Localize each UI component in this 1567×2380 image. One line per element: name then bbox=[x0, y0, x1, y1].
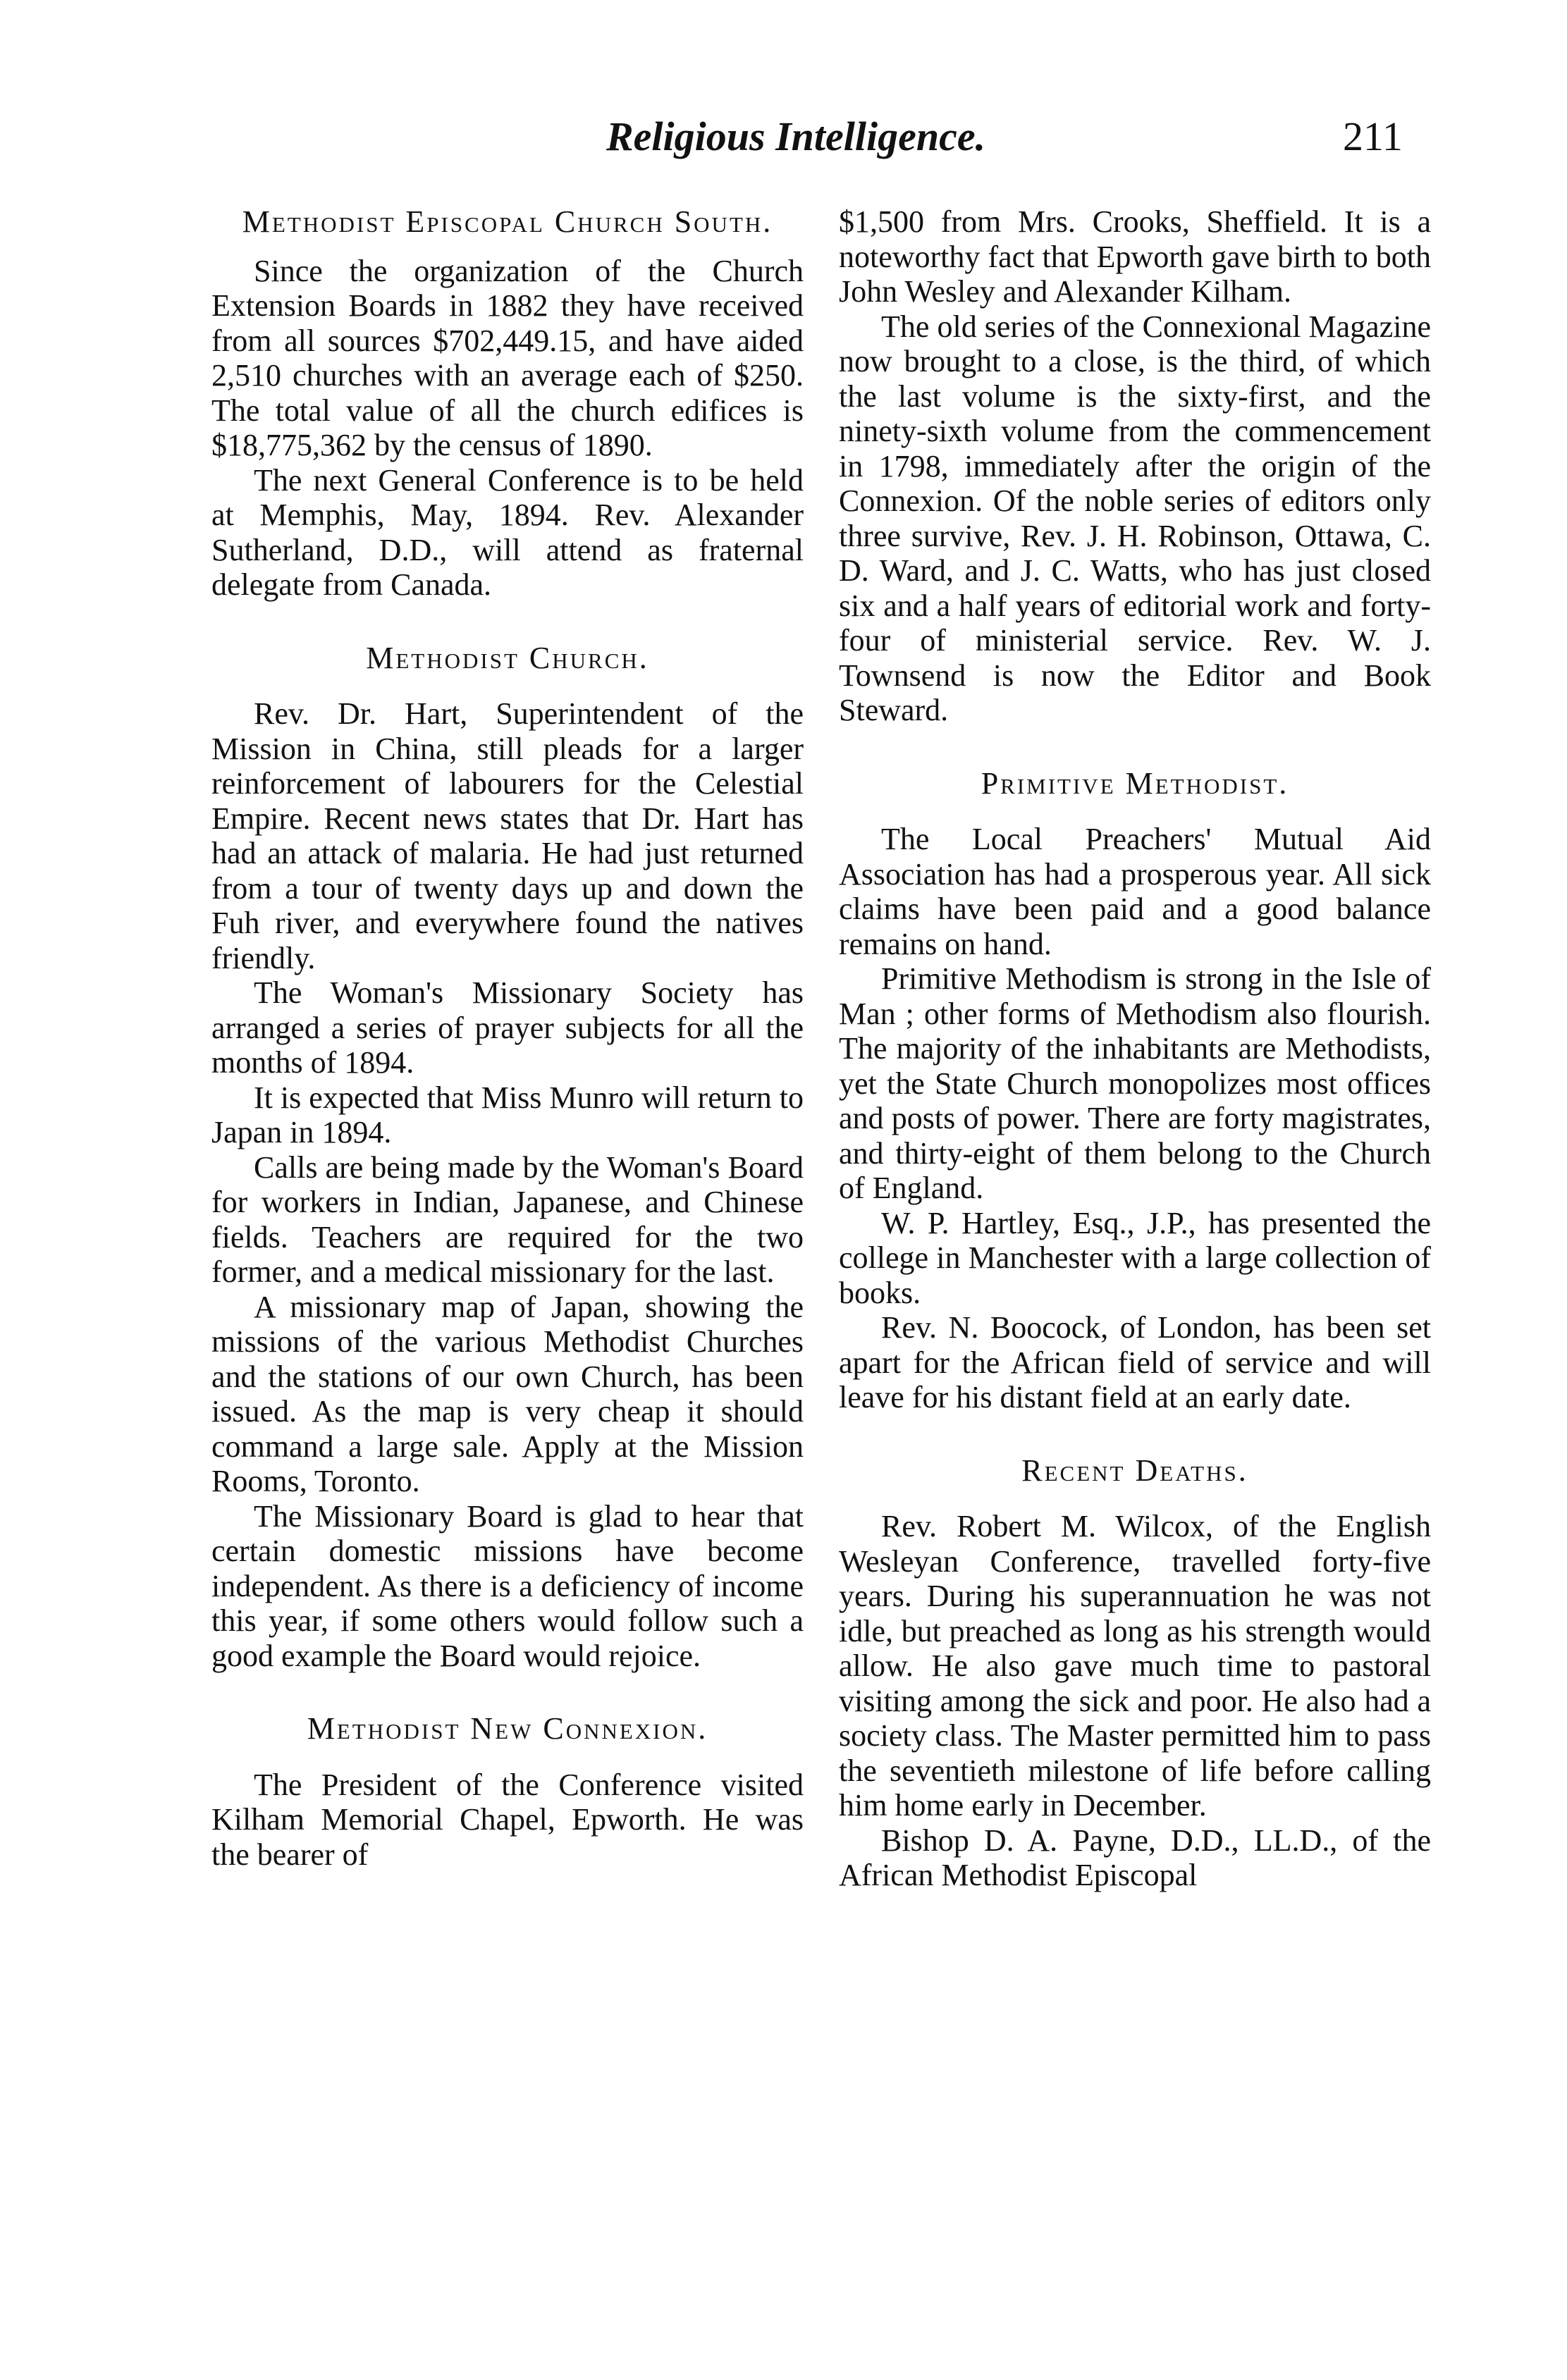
paragraph-boocock: Rev. N. Boocock, of London, has been set apart for the African field of service and will leave for his distant field at an early date. bbox=[839, 1310, 1431, 1414]
paragraph-isle-of-man: Primitive Methodism is strong in the Isle of Man ; other forms of Methodism also flourish. The majority of the inhabitants are Methodists, yet the State Church monopolizes most offices and posts of power. There are forty magistrates, and thirty-eight of them belong to the Church of England. bbox=[839, 961, 1431, 1205]
section-heading-methodist-church: Methodist Church. bbox=[366, 640, 649, 675]
running-title: Religious Intelligence. bbox=[606, 113, 986, 159]
paragraph-mrs-crooks: $1,500 from Mrs. Crooks, Sheffield. It is a noteworthy fact that Epworth gave birth to both John Wesley and Alexander Kilham. bbox=[839, 204, 1431, 309]
paragraph-connexional-magazine: The old series of the Connexional Magazine now brought to a close, is the third, of which the last volume is the sixty-first, and the ninety-sixth volume from the commencement in 1798, immediately after the origin of the Connexion. Of the noble series of editors only three survive, Rev. J. H. Robinson, Ottawa, C. D. Ward, and J. C. Watts, who has just closed six and a half years of editorial work and forty-four of ministerial service. Rev. W. J. Townsend is now the Editor and Book Steward. bbox=[839, 309, 1431, 727]
paragraph-general-conference: The next General Conference is to be held at Memphis, May, 1894. Rev. Alexander Sutherland, D.D., will attend as fraternal delegate from Canada. bbox=[211, 462, 804, 602]
right-column bbox=[839, 204, 1431, 1893]
paragraph-calls-for-workers: Calls are being made by the Woman's Board for workers in Indian, Japanese, and Chinese fields. Teachers are required for the two former, and a medical missionary for the last. bbox=[211, 1149, 804, 1289]
paragraph-missionary-board: The Missionary Board is glad to hear that certain domestic missions have become independent. As there is a deficiency of income this year, if some others would follow such a good example the Board would rejoice. bbox=[211, 1498, 804, 1673]
paragraph-local-preachers: The Local Preachers' Mutual Aid Association has had a prosperous year. All sick claims have been paid and a good balance remains on hand. bbox=[839, 822, 1431, 961]
left-column bbox=[211, 204, 804, 1872]
paragraph-womans-missionary-society: The Woman's Missionary Society has arranged a series of prayer subjects for all the months of 1894. bbox=[211, 975, 804, 1080]
paragraph-dr-hart: Rev. Dr. Hart, Superintendent of the Mission in China, still pleads for a larger reinforcement of labourers for the Celestial Empire. Recent news states that Dr. Hart has had an attack of malaria. He had just returned from a tour of twenty days up and down the Fuh river, and everywhere found the natives friendly. bbox=[211, 696, 804, 975]
running-head bbox=[0, 113, 1567, 169]
paragraph-president-visit: The President of the Conference visited Kilham Memorial Chapel, Epworth. He was the bearer of bbox=[211, 1767, 804, 1872]
paragraph-miss-munro: It is expected that Miss Munro will return to Japan in 1894. bbox=[211, 1080, 804, 1149]
paragraph-church-extension: Since the organization of the Church Extension Boards in 1882 they have received from all sources $702,449.15, and have aided 2,510 churches with an average each of $250. The total value of all the church edifices is $18,775,362 by the census of 1890. bbox=[211, 253, 804, 462]
paragraph-bishop-payne: Bishop D. A. Payne, D.D., LL.D., of the African Methodist Episcopal bbox=[839, 1823, 1431, 1892]
section-heading-primitive-methodist: Primitive Methodist. bbox=[981, 765, 1289, 801]
paragraph-wilcox: Rev. Robert M. Wilcox, of the English Wesleyan Conference, travelled forty-five years. During his superannuation he was not idle, but preached as long as his strength would allow. He also gave much time to pastoral visiting among the sick and poor. He also had a society class. The Master permitted him to pass the seventieth milestone of life before calling him home early in December. bbox=[839, 1509, 1431, 1823]
section-heading-methodist-episcopal-south: Methodist Episcopal Church South. bbox=[242, 204, 773, 239]
paragraph-hartley: W. P. Hartley, Esq., J.P., has presented the college in Manchester with a large collection of books. bbox=[839, 1205, 1431, 1310]
section-heading-recent-deaths: Recent Deaths. bbox=[1021, 1453, 1248, 1488]
section-heading-methodist-new-connexion: Methodist New Connexion. bbox=[307, 1711, 708, 1746]
page-number: 211 bbox=[1343, 113, 1403, 159]
paragraph-missionary-map: A missionary map of Japan, showing the missions of the various Methodist Churches and the stations of our own Church, has been issued. As the map is very cheap it should command a large sale. Apply at the Mission Rooms, Toronto. bbox=[211, 1289, 804, 1498]
